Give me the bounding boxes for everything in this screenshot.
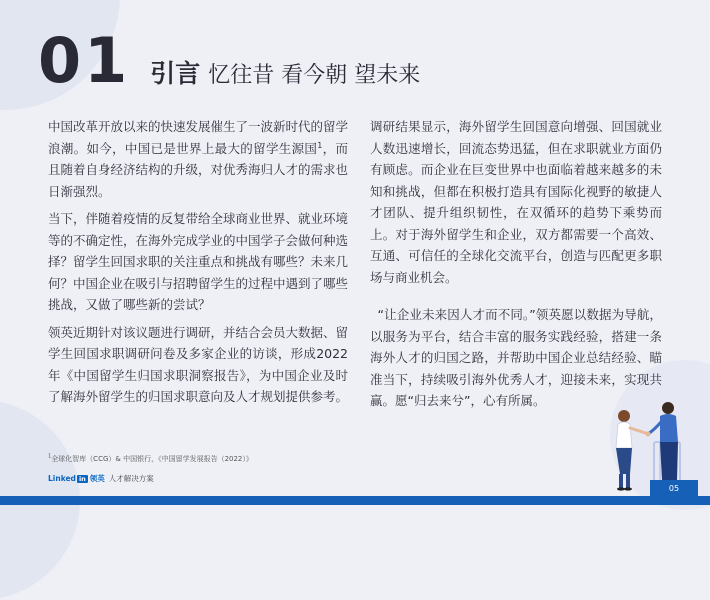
paragraph-vision: “让企业未来因人才而不同。”领英愿以数据为导航，以服务为平台，结合丰富的服务实践经验，搭建一条海外人才的归国之路，并帮助中国企业总结经验、瞄准当下，持续吸引海外优秀人才，迎接未来，实现共赢。愿“归去来兮”，心有所属。 — [370, 307, 662, 408]
section-number: 01 — [38, 24, 131, 97]
right-column — [370, 116, 662, 418]
paragraph-questions: 当下，伴随着疫情的反复带给全球商业世界、就业环境等的不确定性，在海外完成学业的中国学子会做何种选择？留学生回国求职的关注重点和挑战有哪些？未来几何？中国企业在吸引与招聘留学生的过程中遇到了哪些挑战，又做了哪些新的尝试？ — [48, 211, 349, 312]
footnote: $^1$全球化智库（CCG）& 中国银行，《中国留学发展报告（2022）》 — [48, 453, 253, 463]
section-subtitle: 忆往昔 看今朝 望未来 — [208, 63, 421, 88]
footnote-ref: 1 — [317, 140, 323, 150]
linkedin-logo: Linked in 领英 人才解决方案 — [48, 474, 154, 483]
paragraph-findings: 调研结果显示，海外留学生回国意向增强、回国就业人数迅速增长，回流态势迅猛，但在求职就业方面仍有顾虑。而企业在巨变世界中也面临着越来越多的未知和挑战，但都在积极打造具有国际化视野的敏捷人才团队、提升组织韧性，在双循环的趋势下乘势而上。对于海外留学生和企业，双方都需要一个高效、互通、可信任的全球化交流平台，创造与匹配更多职场与商业机会。 — [370, 119, 662, 285]
left-column — [48, 116, 348, 414]
paragraph-report: 领英近期针对该议题进行调研，并结合会员大数据、留学生回国求职调研问卷及多家企业的访谈，形成2022年《中国留学生归国求职洞察报告》，为中国企业及时了解海外留学生的归国求职意向及人才规划提供参考。 — [48, 324, 349, 404]
footer-bar — [0, 496, 710, 505]
section-header — [38, 24, 421, 97]
page-number: 05 — [650, 480, 698, 496]
footer-tagline: 人才解决方案 — [108, 474, 154, 483]
paragraph-intro: 中国改革开放以来的快速发展催生了一波新时代的留学浪潮。如今，中国已是世界上最大的留学生源国$^1$，而且随着自身经济结构的升级，对优秀海归人才的需求也日渐强烈。 — [48, 119, 349, 199]
section-title: 引言 — [150, 59, 201, 88]
